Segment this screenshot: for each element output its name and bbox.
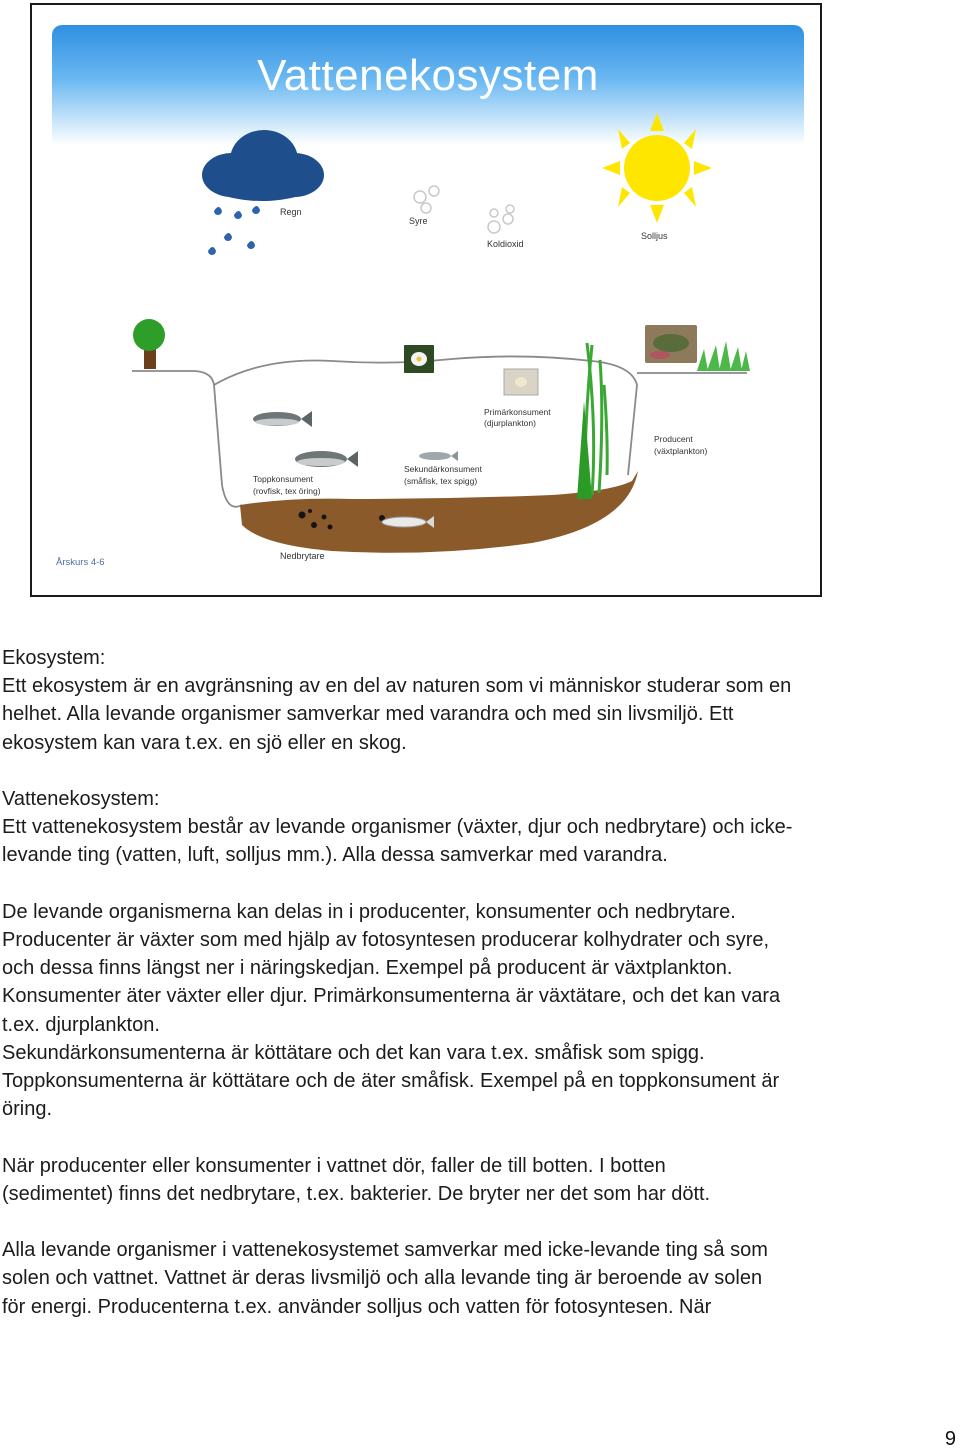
trout-icon [295, 451, 358, 467]
carbon-dioxide-bubbles-icon [488, 205, 514, 233]
label-sunlight: Solljus [641, 231, 668, 241]
text-line: för energi. Producenterna t.ex. använder solljus och vatten för fotosyntesen. När [2, 1295, 712, 1318]
page-number: 9 [944, 1428, 956, 1450]
paragraph-organismer [2, 898, 902, 1124]
slide-diagram [30, 3, 822, 597]
grade-label: Årskurs 4-6 [56, 557, 105, 568]
text-line: Sekundärkonsumenterna är köttätare och det kan vara t.ex. småfisk som spigg. [2, 1041, 705, 1064]
label-decomposer: Nedbrytare [280, 551, 325, 561]
text-line: Ett ekosystem är en avgränsning av en del av naturen som vi människor studerar som en [2, 675, 792, 698]
frog-photo [645, 325, 697, 363]
label-producer-1: Producent [654, 434, 693, 444]
text-line: De levande organismerna kan delas in i producenter, konsumenter och nedbrytare. [2, 900, 736, 923]
grass-icon [697, 341, 750, 371]
label-primary-consumer-1: Primärkonsument [484, 407, 551, 417]
lake-outline [132, 356, 637, 506]
stickleback-icon [419, 451, 458, 461]
label-producer-2: (växtplankton) [654, 446, 708, 456]
zooplankton-photo [504, 369, 538, 395]
trout-icon [253, 411, 312, 427]
paragraph-ekosystem [2, 644, 902, 757]
text-line: öring. [2, 1098, 53, 1121]
text-line: ekosystem kan vara t.ex. en sjö eller en skog. [2, 731, 407, 754]
text-line: Vattenekosystem: [2, 788, 160, 810]
sun-icon [602, 113, 712, 223]
tree-icon [133, 319, 165, 369]
oxygen-bubbles-icon [414, 186, 439, 213]
text-line: helhet. Alla levande organismer samverkar med varandra och med sin livsmiljö. Ett [2, 703, 734, 726]
ecosystem-scene [32, 5, 820, 595]
text-line: Producenter är växter som med hjälp av fotosyntesen producerar kolhydrater och syre, [2, 929, 770, 951]
label-top-consumer-2: (rovfisk, tex öring) [253, 486, 321, 496]
text-line: Konsumenter äter växter eller djur. Primärkonsumenterna är växtätare, och det kan vara [2, 985, 781, 1008]
text-line: solen och vattnet. Vattnet är deras livsmiljö och alla levande ting är beroende av solen [2, 1267, 763, 1290]
label-secondary-consumer-1: Sekundärkonsument [404, 464, 482, 474]
text-line: När producenter eller konsumenter i vattnet dör, faller de till botten. I botten [2, 1154, 666, 1177]
notes-text [2, 644, 902, 1349]
label-oxygen: Syre [409, 216, 428, 226]
label-top-consumer-1: Toppkonsument [253, 474, 314, 484]
label-carbon-dioxide: Koldioxid [487, 239, 524, 249]
text-line: Toppkonsumenterna är köttätare och de äter småfisk. Exempel på en toppkonsument är [2, 1070, 780, 1093]
raindrops-icon [208, 206, 260, 255]
text-line: t.ex. djurplankton. [2, 1013, 160, 1036]
rain-cloud-icon [202, 130, 324, 201]
paragraph-botten [2, 1152, 902, 1208]
reed-leaf-icon [577, 401, 592, 499]
label-rain: Regn [280, 207, 302, 217]
text-line: (sedimentet) finns det nedbrytare, t.ex. bakterier. De bryter ner det som har dött. [2, 1182, 711, 1205]
text-line: och dessa finns längst ner i näringskedjan. Exempel på producent är växtplankton. [2, 957, 733, 980]
label-secondary-consumer-2: (småfisk, tex spigg) [404, 476, 478, 486]
paragraph-vattenekosystem [2, 785, 902, 870]
text-line: Ekosystem: [2, 647, 106, 669]
paragraph-samverkan [2, 1236, 902, 1321]
water-lily-icon [404, 345, 434, 373]
text-line: Alla levande organismer i vattenekosystemet samverkar med icke-levande ting så som [2, 1239, 768, 1262]
slide-title: Vattenekosystem [257, 51, 599, 100]
label-primary-consumer-2: (djurplankton) [484, 418, 536, 428]
text-line: levande ting (vatten, luft, solljus mm.). Alla dessa samverkar med varandra. [2, 844, 668, 867]
text-line: Ett vattenekosystem består av levande organismer (växter, djur och nedbrytare) och icke- [2, 816, 793, 839]
